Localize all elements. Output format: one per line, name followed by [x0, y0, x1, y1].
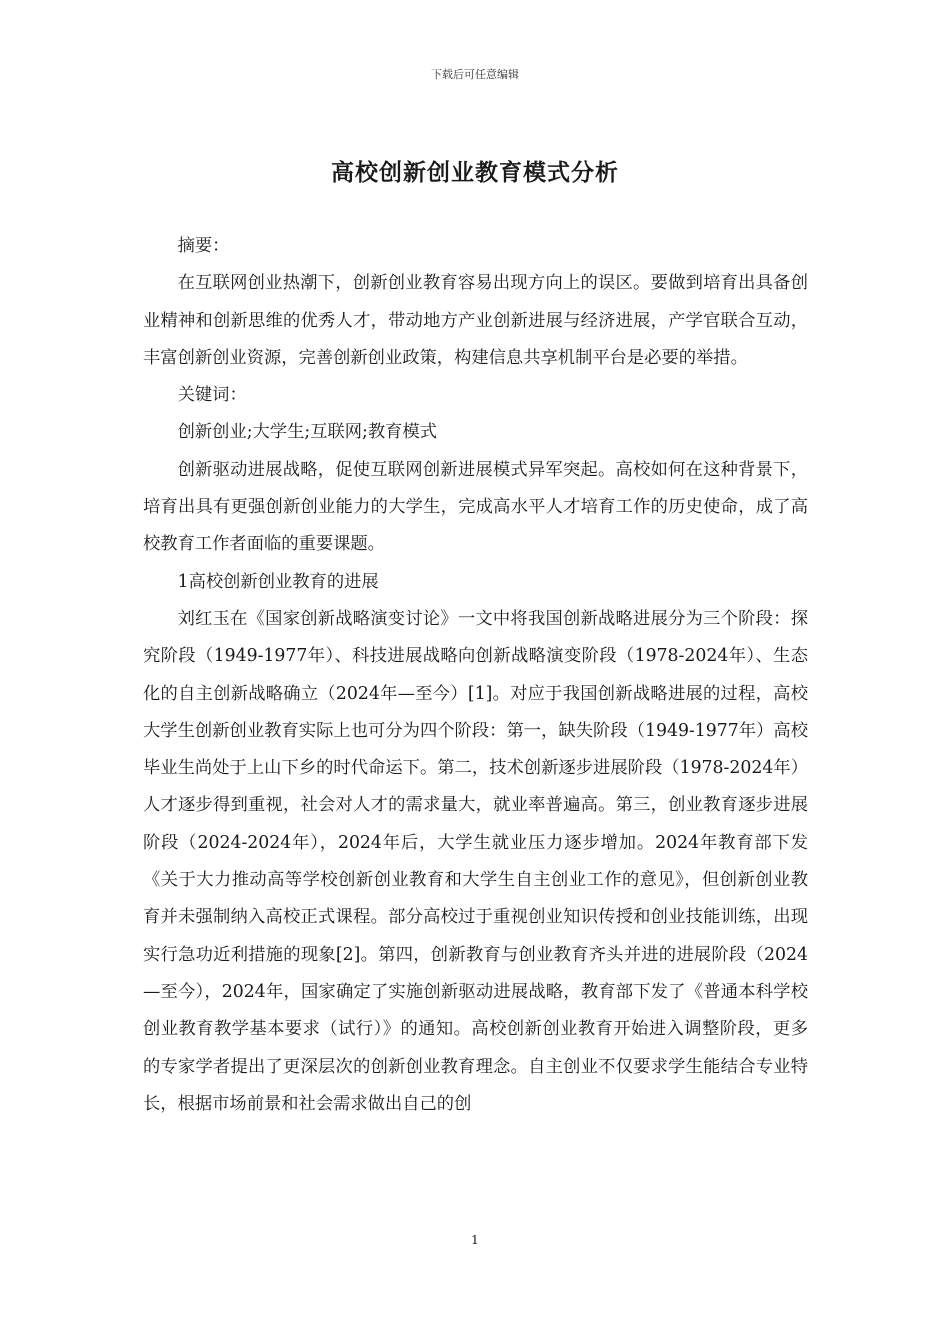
body-paragraph: 刘红玉在《国家创新战略演变讨论》一文中将我国创新战略进展分为三个阶段：探究阶段（1949-1977年）、科技进展战略向创新战略演变阶段（1978-2024年）、生态化的自主创新战略确立（2024年—至今）[1]。对应于我国创新战略进展的过程，高校大学生创新创业教育实际上也可分为四个阶段：第一，缺失阶段（1949-1977年）高校毕业生尚处于上山下乡的时代命运下。第二，技术创新逐步进展阶段（1978-2024年）人才逐步得到重视，社会对人才的需求量大，就业率普遍高。第三，创业教育逐步进展阶段（2024-2024年），2024年后，大学生就业压力逐步增加。2024年教育部下发《关于大力推动高等学校创新创业教育和大学生自主创业工作的意见》，但创新创业教育并未强制纳入高校正式课程。部分高校过于重视创业知识传授和创业技能训练，出现实行急功近利措施的现象[2]。第四，创新教育与创业教育齐头并进的进展阶段（2024—至今），2024年，国家确定了实施创新驱动进展战略，教育部下发了《普通本科学校创业教育教学基本要求（试行）》的通知。高校创新创业教育开始进入调整阶段，更多的专家学者提出了更深层次的创新创业教育理念。自主创业不仅要求学生能结合专业特长，根据市场前景和社会需求做出自己的创 — [143, 608, 808, 1114]
document-body — [143, 228, 808, 1123]
keywords-paragraph: 创新创业;大学生;互联网;教育模式 — [177, 422, 437, 443]
intro-paragraph: 创新驱动进展战略，促使互联网创新进展模式异军突起。高校如何在这种背景下，培育出具有更强创新创业能力的大学生，完成高水平人才培育工作的历史使命，成了高校教育工作者面临的重要课题。 — [143, 459, 808, 555]
abstract-label: 摘要： — [177, 236, 230, 256]
abstract-paragraph: 在互联网创业热潮下，创新创业教育容易出现方向上的误区。要做到培育出具备创业精神和创新思维的优秀人才，带动地方产业创新进展与经济进展，产学官联合互动，丰富创新创业资源，完善创新创业政策，构建信息共享机制平台是必要的举措。 — [143, 273, 808, 368]
document-title: 高校创新创业教育模式分析 — [331, 159, 619, 186]
section-heading: 1高校创新创业教育的进展 — [177, 571, 379, 592]
page-number: 1 — [471, 1233, 479, 1247]
keywords-label: 关键词： — [177, 385, 247, 406]
page-header: 下载后可任意编辑 — [431, 68, 519, 81]
